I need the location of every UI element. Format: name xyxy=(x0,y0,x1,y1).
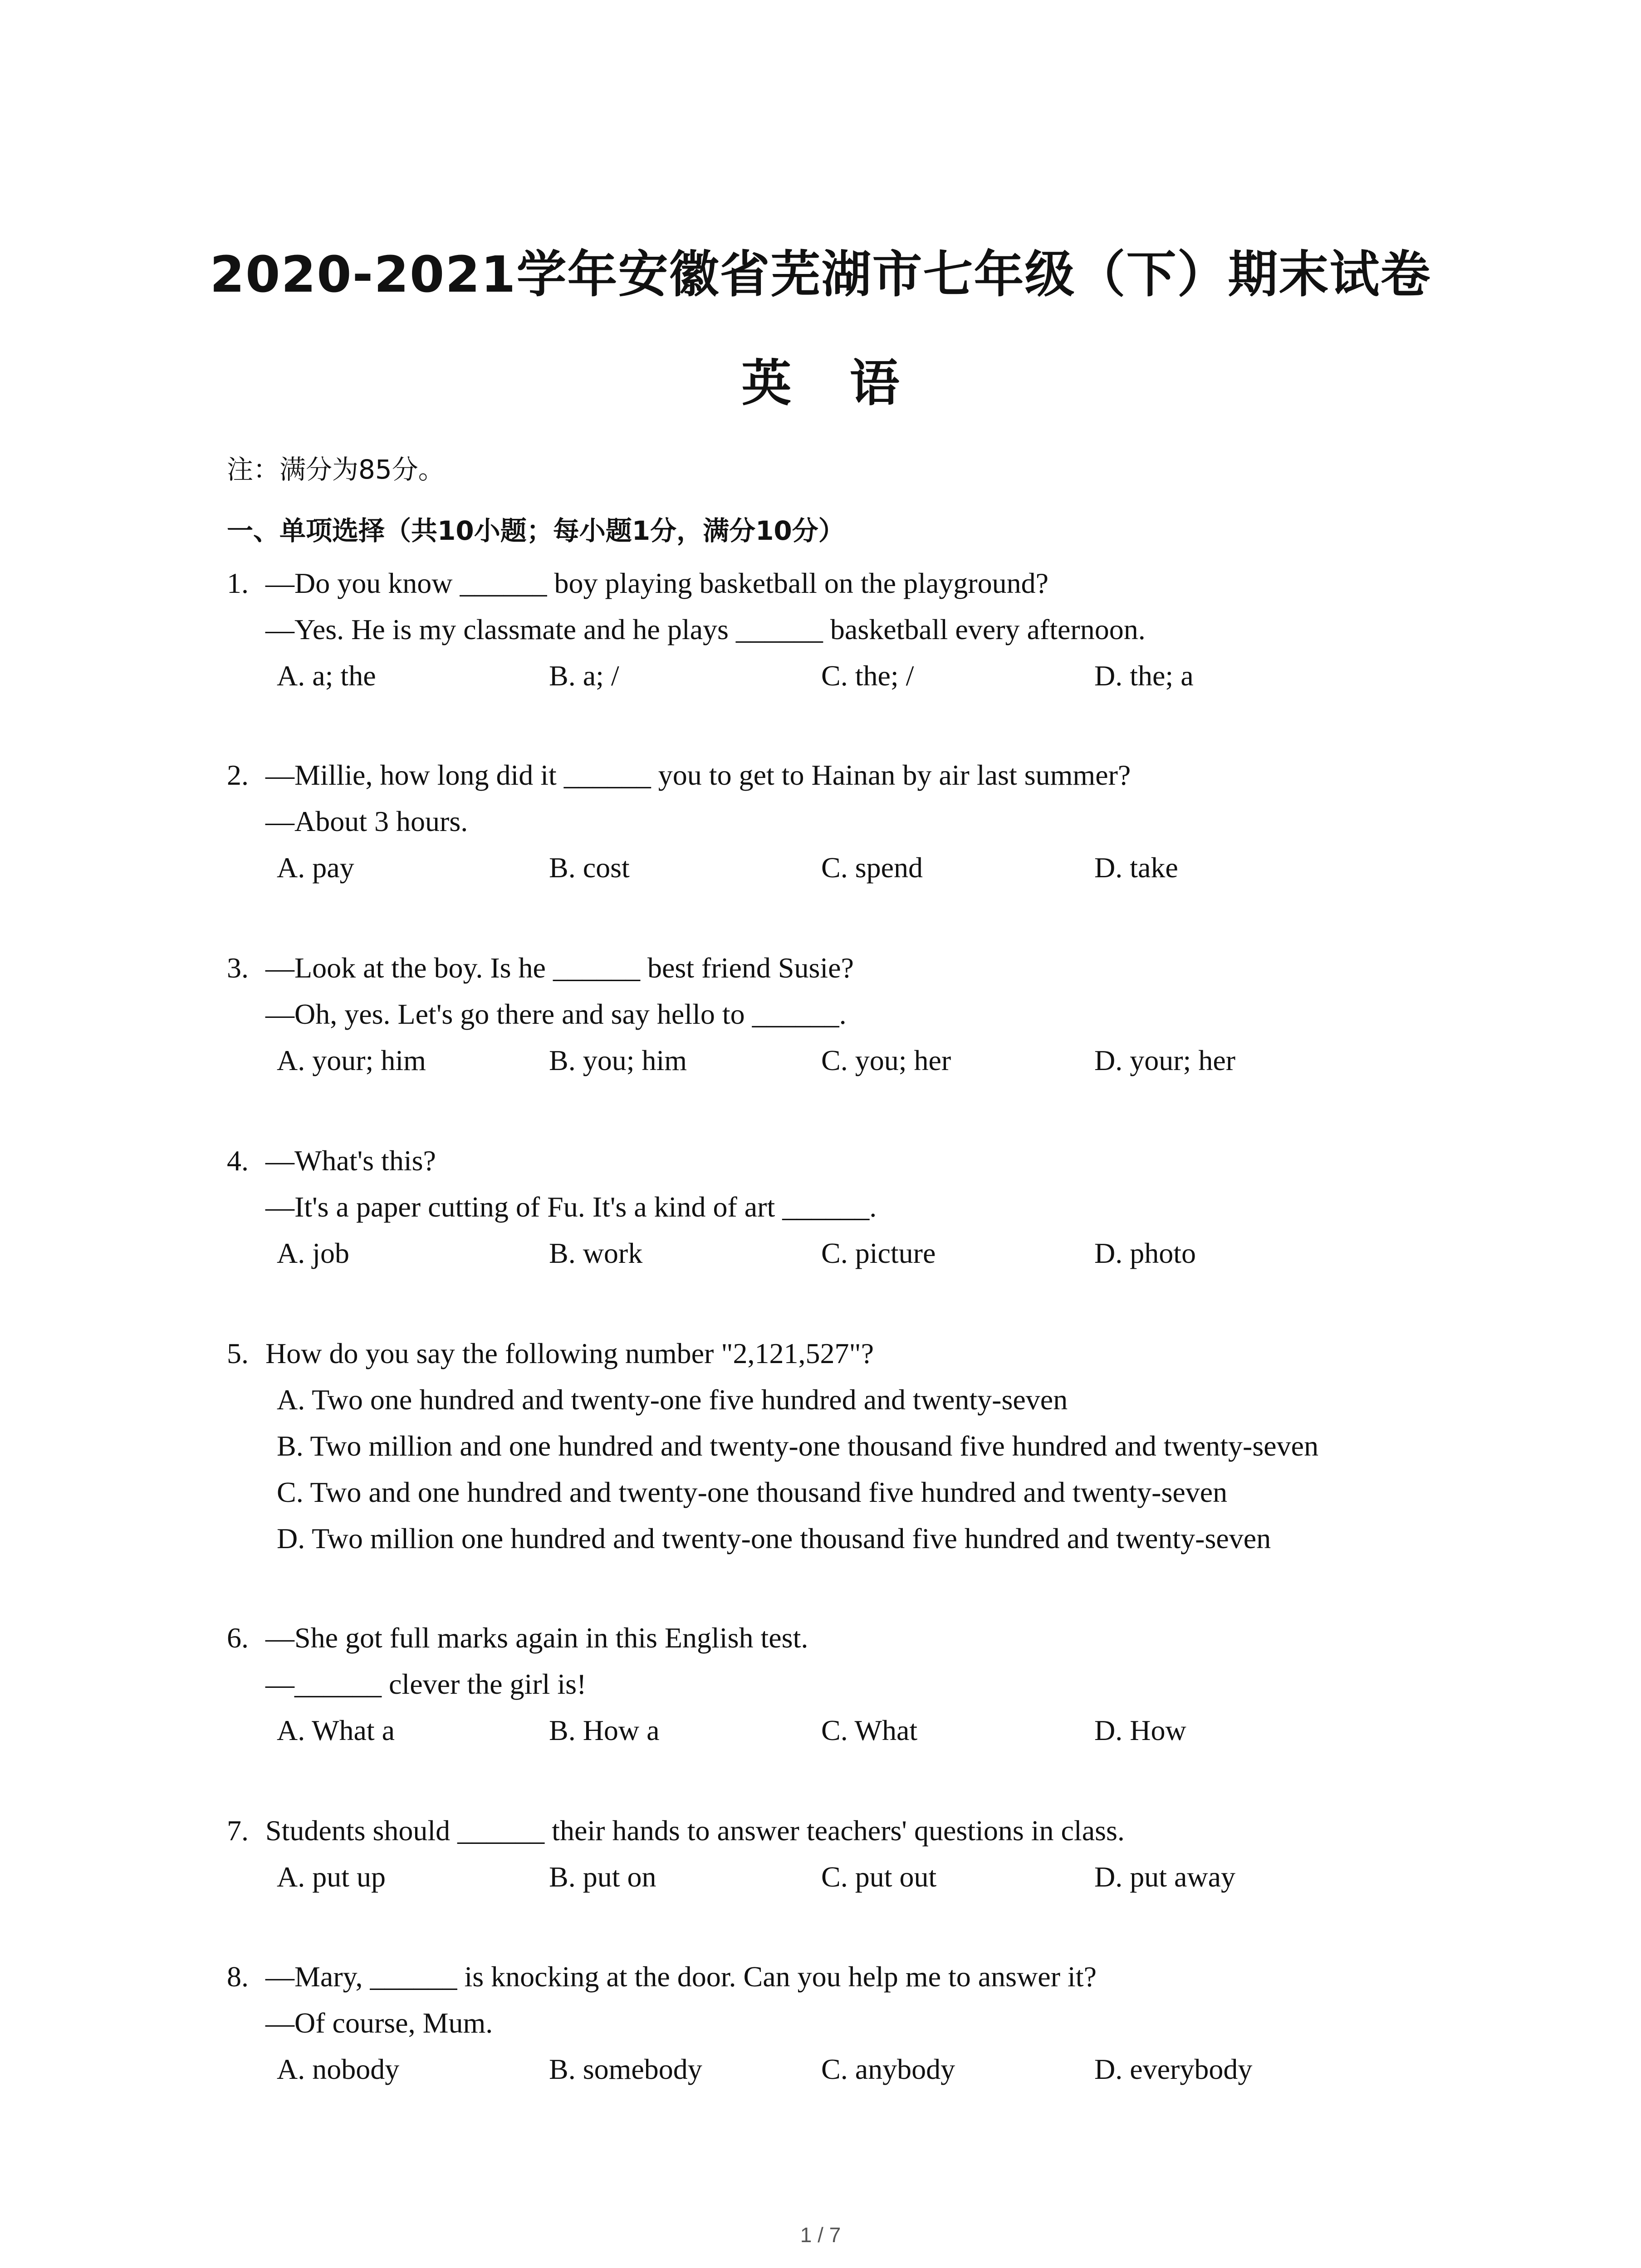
question-number: 5. xyxy=(227,1337,249,1369)
question-text: —It's a paper cutting of Fu. It's a kind of art ______. xyxy=(265,1191,877,1223)
question-7 xyxy=(227,1808,1588,1900)
question-number: 8. xyxy=(227,1960,249,1993)
option-c: C. spend xyxy=(821,851,923,884)
option-b: B. somebody xyxy=(549,2053,702,2085)
option-a: A. Two one hundred and twenty-one five hundred and twenty-seven xyxy=(277,1383,1068,1416)
question-number: 3. xyxy=(227,952,249,984)
option-d: D. the; a xyxy=(1094,660,1194,692)
option-d: D. put away xyxy=(1094,1861,1236,1893)
option-b: B. put on xyxy=(549,1861,656,1893)
option-c: C. anybody xyxy=(821,2053,955,2085)
option-b: B. work xyxy=(549,1237,643,1269)
option-c: C. the; / xyxy=(821,660,914,692)
question-number: 2. xyxy=(227,759,249,791)
question-8 xyxy=(227,1954,1588,2092)
option-c: C. Two and one hundred and twenty-one thousand five hundred and twenty-seven xyxy=(277,1476,1228,1508)
option-c: C. What xyxy=(821,1714,918,1746)
question-text: —______ clever the girl is! xyxy=(265,1668,587,1700)
option-b: B. How a xyxy=(549,1714,660,1746)
option-b: B. Two million and one hundred and twenty-one thousand five hundred and twenty-seven xyxy=(277,1430,1319,1462)
option-a: A. your; him xyxy=(277,1044,426,1076)
option-d: D. Two million one hundred and twenty-one thousand five hundred and twenty-seven xyxy=(277,1522,1271,1554)
question-number: 7. xyxy=(227,1814,249,1847)
question-text: —Look at the boy. Is he ______ best friend Susie? xyxy=(265,952,854,984)
section-heading: 一、单项选择（共10小题；每小题1分，满分10分） xyxy=(227,515,845,546)
option-b: B. you; him xyxy=(549,1044,687,1076)
option-d: D. photo xyxy=(1094,1237,1196,1269)
question-4 xyxy=(227,1138,1588,1276)
option-c: C. you; her xyxy=(821,1044,951,1076)
option-d: D. your; her xyxy=(1094,1044,1236,1076)
option-a: A. a; the xyxy=(277,660,376,692)
score-note: 注：满分为85分。 xyxy=(227,454,445,485)
question-text: —Yes. He is my classmate and he plays ______ basketball every afternoon. xyxy=(265,613,1146,645)
option-a: A. pay xyxy=(277,851,354,884)
question-text: —Millie, how long did it ______ you to get to Hainan by air last summer? xyxy=(265,759,1131,791)
option-a: A. put up xyxy=(277,1861,386,1893)
option-d: D. How xyxy=(1094,1714,1186,1746)
question-number: 4. xyxy=(227,1144,249,1177)
question-text: —Mary, ______ is knocking at the door. Can you help me to answer it? xyxy=(265,1960,1097,1993)
option-d: D. everybody xyxy=(1094,2053,1253,2085)
option-d: D. take xyxy=(1094,851,1178,884)
option-a: A. job xyxy=(277,1237,349,1269)
page-number: 1 / 7 xyxy=(800,2223,841,2247)
question-text: Students should ______ their hands to answer teachers' questions in class. xyxy=(265,1814,1125,1847)
question-3 xyxy=(227,945,1588,1084)
option-c: C. picture xyxy=(821,1237,936,1269)
question-number: 1. xyxy=(227,567,249,599)
option-a: A. nobody xyxy=(277,2053,400,2085)
option-b: B. cost xyxy=(549,851,630,884)
question-text: —Of course, Mum. xyxy=(265,2007,493,2039)
question-text: —Do you know ______ boy playing basketball on the playground? xyxy=(265,567,1048,599)
question-text: —Oh, yes. Let's go there and say hello to ______. xyxy=(265,998,847,1030)
exam-subtitle: 英 语 xyxy=(741,354,900,412)
question-6 xyxy=(227,1615,1588,1754)
question-5 xyxy=(227,1330,1588,1562)
question-text: —She got full marks again in this English test. xyxy=(265,1622,808,1654)
question-text: —What's this? xyxy=(265,1144,436,1177)
exam-title: 2020-2021学年安徽省芜湖市七年级（下）期末试卷 xyxy=(210,245,1431,303)
question-1 xyxy=(227,560,1588,699)
question-text: How do you say the following number "2,121,527"? xyxy=(265,1337,874,1369)
question-number: 6. xyxy=(227,1622,249,1654)
option-a: A. What a xyxy=(277,1714,395,1746)
question-2 xyxy=(227,752,1588,891)
option-b: B. a; / xyxy=(549,660,619,692)
question-text: —About 3 hours. xyxy=(265,805,468,837)
option-c: C. put out xyxy=(821,1861,937,1893)
